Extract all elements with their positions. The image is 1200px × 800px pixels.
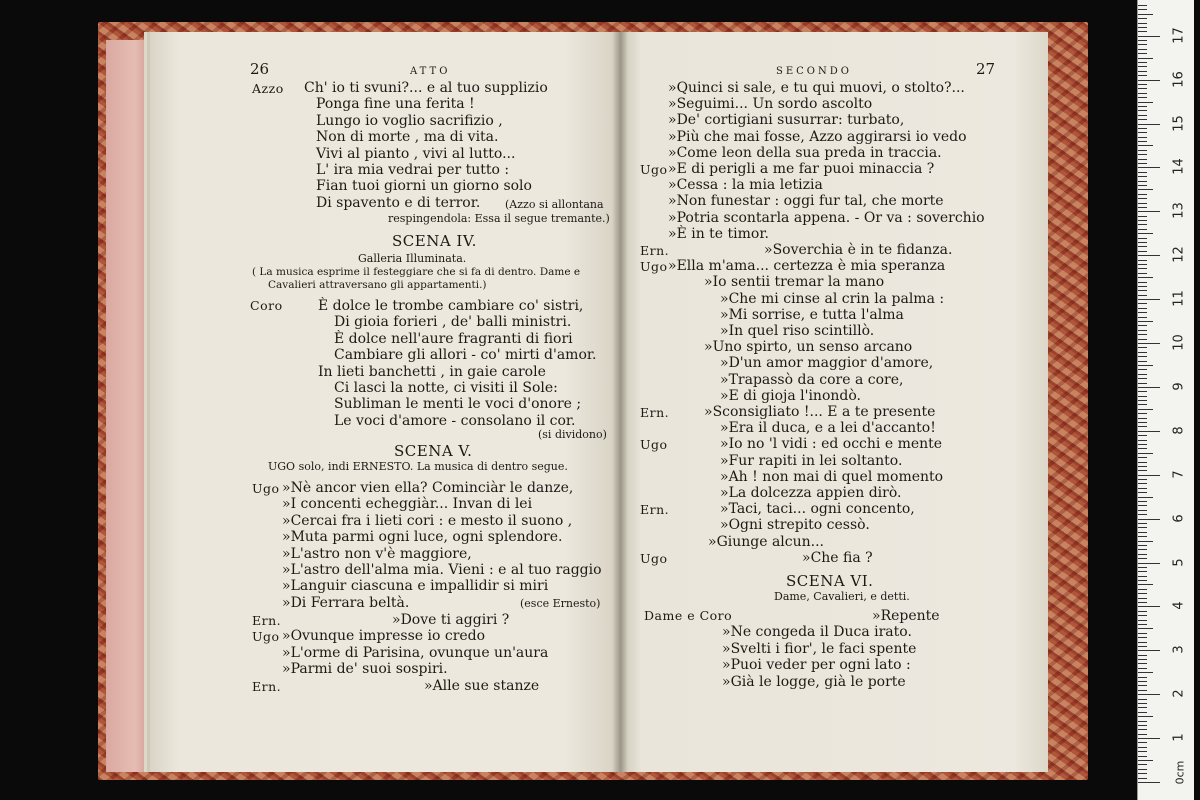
verse-line: »Era il duca, e a lei d'accanto! [720, 420, 936, 437]
ruler-tick [1138, 567, 1147, 568]
ruler-tick [1138, 356, 1147, 357]
ruler-tick [1138, 606, 1160, 607]
ruler-tick [1138, 677, 1147, 678]
ruler-tick [1138, 352, 1147, 353]
scene-setting: Galleria Illuminata. [358, 252, 467, 265]
ruler-tick [1138, 751, 1147, 752]
ruler-tick [1138, 514, 1147, 515]
measuring-ruler [1137, 0, 1194, 800]
ruler-tick [1138, 549, 1147, 550]
ruler-tick [1138, 27, 1147, 28]
ruler-tick [1138, 492, 1147, 493]
ruler-tick [1138, 598, 1147, 599]
ruler-tick [1138, 299, 1160, 300]
ruler-tick [1138, 36, 1160, 37]
verse-line: »Dove ti aggiri ? [392, 612, 510, 628]
ruler-number: 16 [1171, 70, 1187, 88]
verse-line: »Io sentii tremar la mano [704, 274, 885, 291]
ruler-tick [1138, 339, 1147, 340]
ruler-tick [1138, 729, 1147, 730]
ruler-tick [1138, 141, 1147, 142]
ruler-tick [1138, 510, 1147, 511]
ruler-tick [1138, 426, 1147, 427]
ruler-tick [1138, 721, 1147, 722]
ruler-tick [1138, 646, 1147, 647]
ruler-tick [1138, 505, 1147, 506]
speaker-label: Ugo [640, 550, 668, 566]
verse-line: »Parmi de' suoi sospiri. [282, 661, 448, 678]
ruler-tick [1138, 475, 1160, 476]
ruler-tick [1138, 501, 1147, 502]
ruler-tick [1138, 246, 1147, 247]
ruler-tick [1138, 115, 1147, 116]
ruler-tick [1138, 198, 1147, 199]
verse-line: »Più che mai fosse, Azzo aggirarsi io vedo [668, 128, 967, 145]
ruler-tick [1138, 782, 1160, 783]
ruler-tick [1138, 760, 1153, 761]
left-running-head: ATTO [410, 66, 451, 77]
ruler-number: 11 [1171, 290, 1187, 307]
ruler-tick [1138, 637, 1147, 638]
ruler-tick [1138, 488, 1147, 489]
stage-direction: (si dividono) [538, 428, 607, 441]
ruler-tick [1138, 611, 1147, 612]
verse-line: Di gioia forieri , de' balli ministri. [334, 314, 572, 331]
ruler-tick [1138, 404, 1147, 405]
ruler-tick [1138, 409, 1153, 410]
ruler-tick [1138, 685, 1147, 686]
scene-description: ( La musica esprime il festeggiare che si fa di dentro. Dame e [252, 266, 581, 278]
left-page-number: 26 [250, 60, 270, 78]
ruler-tick [1138, 580, 1147, 581]
verse-line: »Svelti i fior', le faci spente [722, 640, 917, 657]
ruler-tick [1138, 14, 1153, 15]
ruler-tick [1138, 431, 1160, 432]
ruler-number: 5 [1171, 557, 1187, 567]
ruler-tick [1138, 778, 1147, 779]
stage-direction: respingendola: Essa il segue tremante.) [388, 212, 610, 225]
scene-description: Dame, Cavalieri, e detti. [774, 590, 910, 603]
ruler-tick [1138, 224, 1147, 225]
ruler-tick [1138, 71, 1147, 72]
ruler-tick [1138, 462, 1147, 463]
ruler-number: 17 [1171, 26, 1187, 44]
verse-line: »Taci, taci... ogni concento, [720, 501, 915, 518]
ruler-tick [1138, 282, 1147, 283]
ruler-tick [1138, 216, 1147, 217]
ruler-number: 14 [1171, 158, 1187, 176]
ruler-tick [1138, 707, 1147, 708]
ruler-tick [1138, 470, 1147, 471]
speaker-label: Ugo [640, 259, 668, 275]
ruler-tick [1138, 681, 1147, 682]
ruler-tick [1138, 88, 1147, 89]
ruler-number: 9 [1171, 382, 1187, 391]
ruler-tick [1138, 396, 1147, 397]
speaker-label: Ugo [640, 162, 668, 177]
ruler-tick [1138, 756, 1147, 757]
ruler-tick [1138, 172, 1147, 173]
ruler-tick [1138, 211, 1160, 212]
ruler-tick [1138, 124, 1160, 125]
ruler-tick [1138, 545, 1147, 546]
ruler-number: 13 [1171, 202, 1187, 220]
verse-line: »Fur rapiti in lei soltanto. [720, 452, 903, 469]
ruler-tick [1138, 194, 1147, 195]
ruler-tick [1138, 242, 1147, 243]
ruler-tick [1138, 457, 1147, 458]
ruler-tick [1138, 532, 1147, 533]
speaker-label: Ugo [252, 629, 280, 645]
verse-line: È dolce le trombe cambiare co' sistri, [318, 298, 584, 314]
ruler-tick [1138, 277, 1153, 278]
verse-line: »Languir ciascuna e impallidir si miri [282, 578, 549, 595]
ruler-tick [1138, 255, 1160, 256]
ruler-tick [1138, 387, 1160, 388]
speaker-label: Azzo [252, 81, 284, 96]
ruler-tick [1138, 738, 1160, 739]
ruler-tick [1138, 102, 1153, 103]
speaker-label: Ugo [640, 437, 668, 453]
ruler-tick [1138, 418, 1147, 419]
verse-line: »Già le logge, già le porte [722, 673, 906, 690]
ruler-tick [1138, 527, 1147, 528]
ruler-tick [1138, 66, 1147, 67]
verse-line: »Ovunque impresse io credo [282, 628, 486, 645]
verse-line: »In quel riso scintillò. [720, 323, 875, 339]
ruler-tick [1138, 413, 1147, 414]
ruler-tick [1138, 75, 1147, 76]
verse-line: »Di Ferrara beltà. [282, 594, 410, 611]
verse-line: »Potria scontarla appena. - Or va : soverchio [668, 209, 985, 226]
ruler-tick [1138, 435, 1147, 436]
ruler-tick [1138, 365, 1153, 366]
speaker-label: Ern. [252, 678, 282, 694]
ruler-tick [1138, 163, 1147, 164]
ruler-tick [1138, 672, 1153, 673]
ruler-number: 2 [1171, 689, 1187, 698]
ruler-tick [1138, 93, 1147, 94]
verse-line: Le voci d'amore - consolano il cor. [334, 412, 576, 429]
speaker-label: Ern. [252, 613, 282, 628]
verse-line: »Uno spirto, un senso arcano [704, 339, 913, 356]
stage-direction: (esce Ernesto) [520, 597, 601, 610]
speaker-label: Coro [250, 298, 283, 313]
ruler-tick [1138, 663, 1147, 664]
verse-line: »Alle sue stanze [424, 677, 540, 694]
verse-line: »Giunge alcun... [708, 533, 825, 550]
ruler-number: 15 [1171, 114, 1187, 132]
ruler-tick [1138, 444, 1147, 445]
ruler-tick [1138, 23, 1147, 24]
ruler-tick [1138, 233, 1153, 234]
verse-line: »Ne congeda il Duca irato. [722, 624, 912, 641]
ruler-tick [1138, 62, 1147, 63]
verse-line: »Nè ancor vien ella? Cominciàr le danze, [282, 480, 574, 496]
ruler-tick [1138, 602, 1147, 603]
ruler-tick [1138, 523, 1147, 524]
scene-title: SCENA VI. [786, 572, 874, 590]
ruler-tick [1138, 725, 1147, 726]
right-page-number: 27 [976, 60, 996, 78]
ruler-number: 12 [1171, 246, 1187, 263]
verse-line: »Ah ! non mai di quel momento [720, 468, 944, 485]
verse-line: »Che fia ? [802, 549, 873, 566]
ruler-tick [1138, 576, 1147, 577]
ruler-tick [1138, 286, 1147, 287]
verse-line: Non di morte , ma di vita. [316, 129, 499, 146]
verse-line: »Non funestar : oggi fur tal, che morte [668, 193, 944, 210]
ruler-tick [1138, 642, 1147, 643]
ruler-tick [1138, 764, 1147, 765]
ruler-tick [1138, 53, 1147, 54]
scene-description: UGO solo, indi ERNESTO. La musica di dentro segue. [268, 460, 568, 473]
ruler-tick [1138, 220, 1147, 221]
ruler-tick [1138, 668, 1147, 669]
verse-line: »Quinci si sale, e tu qui muovi, o stolto?... [668, 80, 965, 96]
ruler-tick [1138, 264, 1147, 265]
ruler-tick [1138, 189, 1153, 190]
ruler-tick [1138, 659, 1147, 660]
verse-line: »D'un amor maggior d'amore, [720, 355, 934, 372]
verse-line: »Sconsigliato !... E a te presente [704, 404, 936, 420]
ruler-tick [1138, 334, 1147, 335]
ruler-tick [1138, 633, 1147, 634]
ruler-tick [1138, 176, 1147, 177]
ruler-tick [1138, 5, 1147, 6]
ruler-tick [1138, 716, 1153, 717]
ruler-tick [1138, 295, 1147, 296]
ruler-tick [1138, 712, 1147, 713]
ruler-tick [1138, 80, 1160, 81]
ruler-tick [1138, 628, 1153, 629]
verse-line: »L'orme di Parisina, ovunque un'aura [282, 644, 549, 661]
ruler-tick [1138, 159, 1147, 160]
ruler-tick [1138, 699, 1147, 700]
verse-line: »È in te timor. [668, 225, 769, 242]
scene-title: SCENA IV. [392, 232, 477, 250]
verse-line: »E di gioja l'inondò. [720, 387, 861, 404]
verse-line: Di spavento e di terror. [316, 194, 481, 211]
verse-line: »Ogni strepito cessò. [720, 517, 870, 534]
verse-line: »Cessa : la mia letizia [668, 177, 823, 194]
ruler-tick [1138, 40, 1147, 41]
book-gutter [612, 32, 628, 772]
verse-line: »Muta parmi ogni luce, ogni splendore. [282, 529, 563, 546]
verse-line: »Ella m'ama... certezza è mia speranza [668, 258, 946, 275]
verse-line: L' ira mia vedrai per tutto : [316, 162, 510, 178]
ruler-tick [1138, 154, 1147, 155]
ruler-tick [1138, 558, 1147, 559]
ruler-tick [1138, 650, 1160, 651]
ruler-number: 4 [1171, 601, 1187, 611]
ruler-tick [1138, 251, 1147, 252]
ruler-tick [1138, 541, 1153, 542]
ruler-tick [1138, 132, 1147, 133]
ruler-tick [1138, 207, 1147, 208]
verse-line: »Soverchia è in te fidanza. [764, 242, 953, 258]
ruler-tick [1138, 325, 1147, 326]
ruler-tick [1138, 615, 1147, 616]
speaker-label: Ern. [640, 243, 670, 258]
ruler-number: 1 [1171, 733, 1187, 742]
ruler-tick [1138, 519, 1160, 520]
verse-line: »Che mi cinse al crin la palma : [720, 290, 945, 307]
ruler-tick [1138, 303, 1147, 304]
verse-line: »Mi sorrise, e tutta l'alma [720, 306, 904, 323]
ruler-tick [1138, 203, 1147, 204]
ruler-tick [1138, 773, 1147, 774]
ruler-tick [1138, 466, 1147, 467]
right-running-head: SECONDO [776, 66, 852, 77]
ruler-tick [1138, 391, 1147, 392]
ruler-tick [1138, 343, 1160, 344]
ruler-tick [1138, 273, 1147, 274]
ruler-tick [1138, 128, 1147, 129]
ruler-tick [1138, 747, 1147, 748]
verse-line: »Puoi veder per ogni lato : [722, 657, 911, 674]
verse-line: Ci lasci la notte, ci visiti il Sole: [334, 380, 558, 396]
verse-line: È dolce nell'aure fragranti di fiori [334, 330, 573, 347]
verse-line: Ponga fine una ferita ! [316, 96, 475, 113]
ruler-tick [1138, 383, 1147, 384]
ruler-tick [1138, 453, 1153, 454]
speaker-label: Dame e Coro [644, 608, 733, 623]
ruler-tick [1138, 374, 1147, 375]
verse-line: »Seguimi... Un sordo ascolto [668, 96, 873, 113]
ruler-tick [1138, 317, 1147, 318]
ruler-tick [1138, 589, 1147, 590]
ruler-tick [1138, 347, 1147, 348]
ruler-tick [1138, 571, 1147, 572]
ruler-unit: 0cm [1173, 760, 1187, 785]
ruler-tick [1138, 479, 1147, 480]
verse-line: Ch' io ti svuni?... e al tuo supplizio [304, 80, 548, 96]
verse-line: Cambiare gli allori - co' mirti d'amor. [334, 347, 597, 364]
speaker-label: Ern. [640, 405, 670, 420]
ruler-tick [1138, 448, 1147, 449]
ruler-tick [1138, 369, 1147, 370]
verse-line: »Io no 'l vidi : ed occhi e mente [720, 436, 943, 453]
ruler-tick [1138, 703, 1147, 704]
ruler-tick [1138, 536, 1147, 537]
ruler-tick [1138, 31, 1147, 32]
ruler-tick [1138, 742, 1147, 743]
ruler-tick [1138, 483, 1147, 484]
ruler-tick [1138, 734, 1147, 735]
ruler-tick [1138, 308, 1147, 309]
ruler-tick [1138, 554, 1147, 555]
ruler-tick [1138, 49, 1147, 50]
verse-line: »I concenti echeggiàr... Invan di lei [282, 496, 533, 513]
ruler-tick [1138, 119, 1147, 120]
ruler-tick [1138, 238, 1147, 239]
scene-description: Cavalieri attraversano gli appartamenti.) [268, 279, 487, 291]
verse-line: »La dolcezza appien dirò. [720, 485, 902, 501]
ruler-tick [1138, 137, 1147, 138]
ruler-tick [1138, 167, 1160, 168]
ruler-tick [1138, 58, 1153, 59]
verse-line: »L'astro dell'alma mia. Vieni : e al tuo raggio [282, 562, 602, 578]
ruler-number: 7 [1171, 470, 1187, 479]
ruler-tick [1138, 620, 1147, 621]
ruler-tick [1138, 330, 1147, 331]
ruler-tick [1138, 145, 1153, 146]
ruler-tick [1138, 584, 1153, 585]
ruler-tick [1138, 18, 1147, 19]
ruler-number: 3 [1171, 645, 1187, 654]
ruler-tick [1138, 181, 1147, 182]
ruler-tick [1138, 150, 1147, 151]
ruler-tick [1138, 563, 1160, 564]
ruler-number: 10 [1171, 334, 1187, 351]
verse-line: Lungo io voglio sacrifizio , [316, 112, 503, 129]
verse-line: »L'astro non v'è maggiore, [282, 545, 472, 562]
ruler-tick [1138, 440, 1147, 441]
ruler-tick [1138, 694, 1160, 695]
ruler-tick [1138, 84, 1147, 85]
verse-line: In lieti banchetti , in gaie carole [318, 363, 546, 380]
speaker-label: Ugo [252, 481, 280, 496]
ruler-tick [1138, 497, 1153, 498]
ruler-tick [1138, 44, 1147, 45]
ruler-tick [1138, 97, 1147, 98]
ruler-tick [1138, 290, 1147, 291]
ruler-tick [1138, 769, 1147, 770]
endpaper-strip [106, 40, 154, 772]
ruler-tick [1138, 260, 1147, 261]
stage-direction: (Azzo si allontana [505, 198, 604, 211]
verse-line: »Cercai fra i lieti cori : e mesto il suono , [282, 512, 573, 529]
verse-line: Vivi al pianto , vivi al lutto... [316, 145, 516, 162]
ruler-tick [1138, 361, 1147, 362]
speaker-label: Ern. [640, 502, 670, 518]
ruler-tick [1138, 229, 1147, 230]
ruler-tick [1138, 9, 1147, 10]
ruler-tick [1138, 655, 1147, 656]
ruler-number: 8 [1171, 426, 1187, 435]
scene-title: SCENA V. [394, 442, 473, 460]
verse-line: »Repente [872, 608, 940, 624]
ruler-tick [1138, 624, 1147, 625]
verse-line: »Come leon della sua preda in traccia. [668, 144, 942, 161]
ruler-tick [1138, 690, 1147, 691]
ruler-number: 6 [1171, 513, 1187, 523]
ruler-tick [1138, 110, 1147, 111]
ruler-tick [1138, 106, 1147, 107]
ruler-tick [1138, 312, 1147, 313]
ruler-tick [1138, 185, 1147, 186]
ruler-tick [1138, 593, 1147, 594]
verse-line: »E di perigli a me far puoi minaccia ? [668, 161, 935, 177]
verse-line: »De' cortigiani susurrar: turbato, [668, 112, 905, 129]
ruler-tick [1138, 321, 1153, 322]
verse-line: »Trapassò da core a core, [720, 371, 904, 388]
ruler-tick [1138, 400, 1147, 401]
ruler-tick [1138, 268, 1147, 269]
ruler-tick [1138, 422, 1147, 423]
verse-line: Fian tuoi giorni un giorno solo [316, 178, 532, 195]
verse-line: Subliman le menti le voci d'onore ; [334, 396, 582, 413]
ruler-tick [1138, 378, 1147, 379]
